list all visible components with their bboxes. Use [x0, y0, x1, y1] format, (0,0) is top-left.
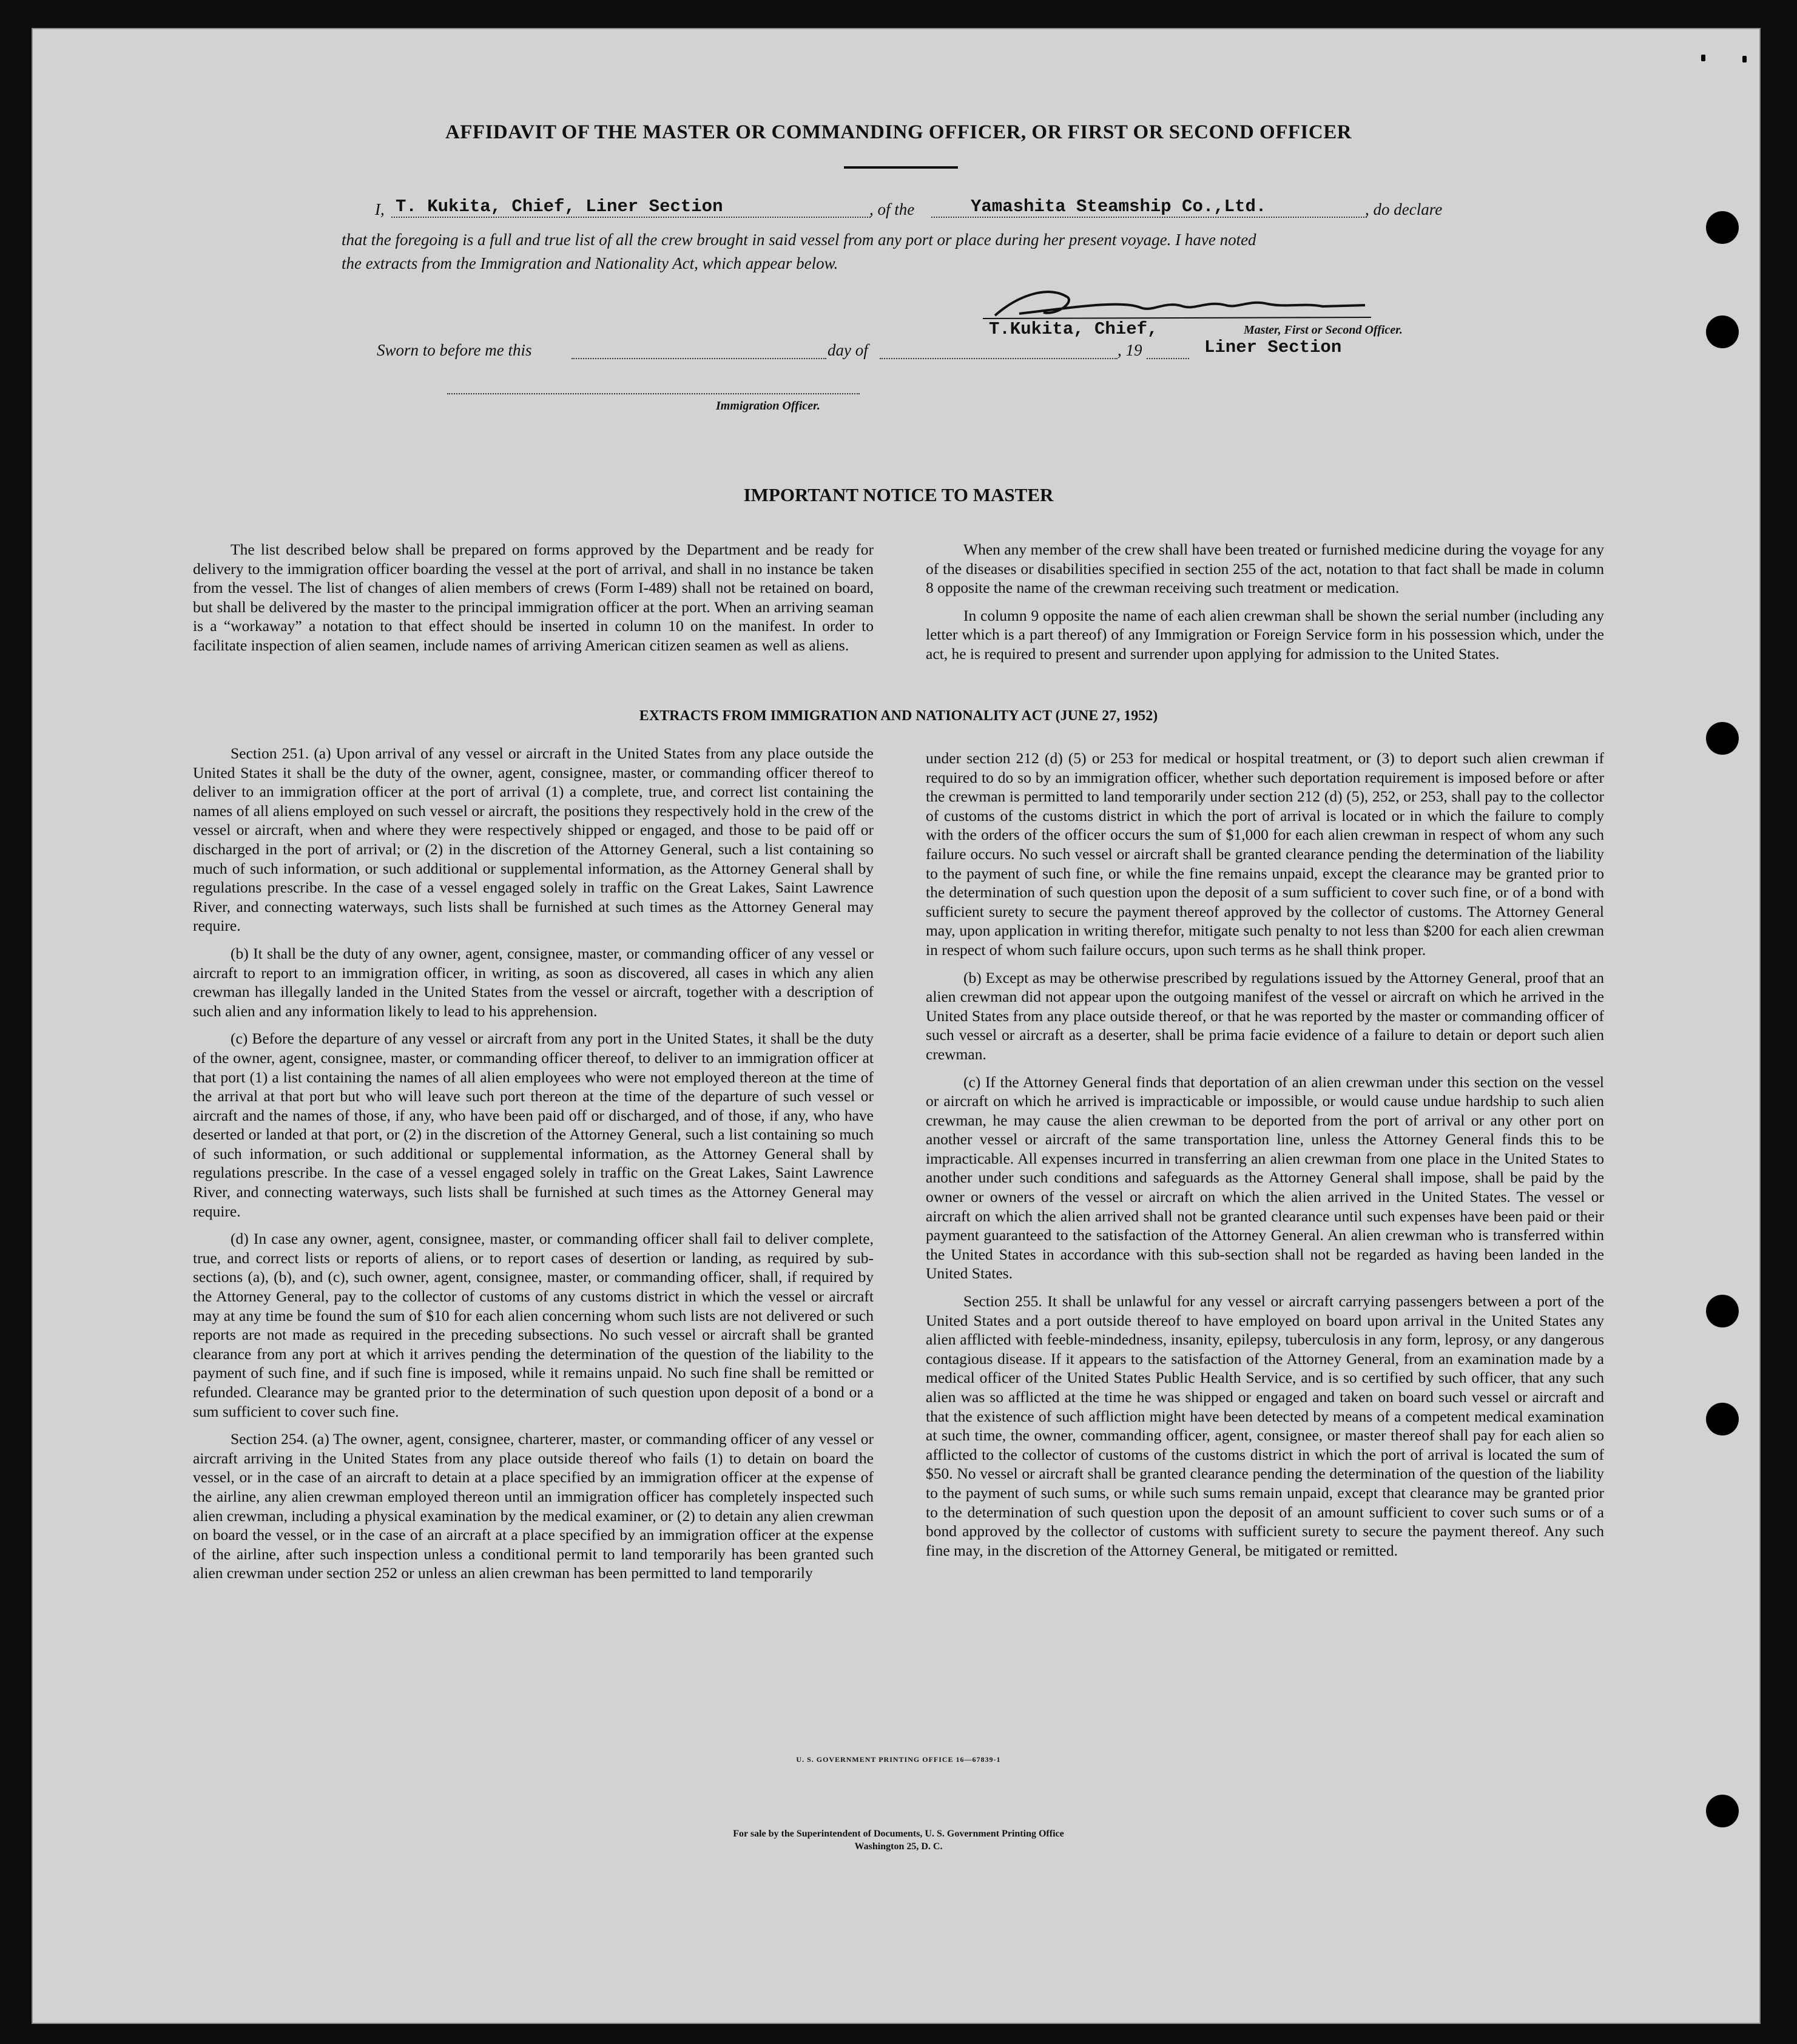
extract-paragraph: (b) It shall be the duty of any owner, agent, consignee, master, or commanding officer of any vessel or aircraft to report to an immigration officer, in writing, as soon as discovered, all cases in which any alien crewman has illegally landed in the United States from the vessel or aircraft, together with a description of such alien and any information likely to lead to his apprehension. — [193, 944, 874, 1020]
binder-hole — [1706, 315, 1739, 348]
company-typed: Yamashita Steamship Co.,Ltd. — [971, 197, 1267, 217]
affidavit-line-2: that the foregoing is a full and true list of all the crew brought in said vessel from any port or place during her present voyage. I have noted — [342, 231, 1256, 249]
extract-paragraph: (d) In case any owner, agent, consignee, master, or commanding officer shall fail to deliver complete, true, and correct lists or reports of aliens, or to report cases of desertion or landing, as required by sub-sections (a), (b), and (c), such owner, agent, consignee, master, or commanding officer, shall, if required by the Attorney General, pay to the collector of customs of any customs district in which the vessel or aircraft may at any time be found the sum of $10 for each alien concerning whom such lists are not delivered or such reports are not made as required in the preceding subsections. No such vessel or aircraft shall be granted clearance from any port at which it arrives pending the determination of the question of the liability to the payment of such fine, and if such fine is imposed, while it remains unpaid. No such fine shall be remitted or refunded. Clearance may be granted prior to the determination of such question upon deposit of a bond or a sum sufficient to cover such fine. — [193, 1230, 874, 1420]
declare-label: , do declare — [1365, 200, 1443, 218]
sworn-date-blank — [571, 358, 826, 359]
sale-line-2: Washington 25, D. C. — [854, 1841, 943, 1852]
extract-paragraph: under section 212 (d) (5) or 253 for medical or hospital treatment, or (3) to deport such alien crewman if required to do so by an immigration officer, whether such deportation requirement is imposed before or after the crewman is permitted to land temporarily under section 212 (d) (5), 252, or 253, shall pay to the collector of customs of the customs district in which the port of arrival is located or in which the failure to comply with the orders of the officer occurs the sum of $1,000 for each alien crewman in respect of whom any such failure occurs. No such vessel or aircraft shall be granted clearance pending the determination of the liability to the payment of such fine, or while the fine remains unpaid, except the clearance may be granted prior to the determination of such question upon the deposit of a sum sufficient to cover such fine, or of a bond with sufficient surety to secure the payment thereof approved by the collector of customs. The Attorney General may, upon application in writing therefor, mitigate such penalty to not less than $200 for each alien crewman in respect of whom such failure occurs, upon such terms as he shall think proper. — [926, 749, 1604, 959]
notice-paragraph: The list described below shall be prepared on forms approved by the Department and be ready for delivery to the immigration officer boarding the vessel at the port of arrival, and shall in no instance be taken from the vessel. The list of changes of alien members of crews (Form I-489) shall not be retained on board, but shall be delivered by the master to the principal immigration officer at the port. When an arriving seaman is a “workaway” a notation to that effect should be inserted in column 10 on the manifest. In order to facilitate inspection of alien seamen, include names of arriving American citizen seamen as well as aliens. — [193, 541, 874, 654]
sworn-label: Sworn to before me this — [377, 341, 532, 359]
extracts-title: EXTRACTS FROM IMMIGRATION AND NATIONALITY ACT (JUNE 27, 1952) — [639, 708, 1158, 724]
handwritten-signature — [983, 282, 1371, 325]
binder-hole — [1706, 1403, 1739, 1435]
extracts-left-column — [193, 744, 874, 1591]
master-caption: Master, First or Second Officer. — [1244, 323, 1403, 337]
extract-paragraph: (c) Before the departure of any vessel or aircraft from any port in the United States, it shall be the duty of the owner, agent, consignee, master, or commanding officer thereof, to deliver to an immigration officer at that port (1) a list containing the names of all alien employees who were not employed thereon at the time of the arrival at that port but who will leave such port thereon at the time of the departure of such vessel or aircraft and the names of those, if any, who have been paid off or discharged, and of those, if any, who have deserted or landed at that port, or (2) in the discretion of the Attorney General, such a list containing so much of such information, or such additional or supplemental information, as the Attorney General shall by regulations prescribe. In the case of a vessel engaged solely in traffic on the Great Lakes, Saint Lawrence River, and connecting waterways, such lists shall be furnished at such times as the Attorney General may require. — [193, 1030, 874, 1220]
of-the-label: , of the — [869, 200, 915, 218]
i-label: I, — [375, 200, 385, 218]
extracts-right-column — [926, 749, 1604, 1568]
binder-hole — [1706, 722, 1739, 755]
extract-paragraph: (c) If the Attorney General finds that deportation of an alien crewman under this section on the vessel or aircraft on which he arrived is impracticable or impossible, or would cause undue hardship to such alien crewman, he may cause the alien crewman to be deported from the port of arrival or any other port on another vessel or aircraft of the same transportation line, unless the Attorney General finds this to be impracticable. All expenses incurred in transferring an alien crewman from one place in the United States to another under such conditions and safeguards as the Attorney General shall impose, shall be paid by the owner or owners of the vessel or aircraft on which the alien arrived in the United States. The vessel or aircraft on which the alien arrived shall not be granted clearance until such expenses have been paid or their payment guaranteed to the satisfaction of the Attorney General. An alien crewman who is transferred within the United States in accordance with this sub-section shall not be regarded as having been landed in the United States. — [926, 1073, 1604, 1283]
affidavit-title: AFFIDAVIT OF THE MASTER OR COMMANDING OFFICER, OR FIRST OR SECOND OFFICER — [445, 121, 1352, 143]
year-blank — [1147, 358, 1189, 359]
sale-notice — [0, 1827, 1797, 1853]
signature-name-typed: T.Kukita, Chief, — [989, 319, 1158, 339]
extract-paragraph: Section 254. (a) The owner, agent, consignee, charterer, master, or commanding officer of any vessel or aircraft arriving in the United States from any place outside thereof who fails (1) to detain on board the vessel, or in the case of an aircraft to detain at a place specified by an immigration officer at the expense of the airline, any alien crewman employed thereon until an immigration officer has completely inspected such alien crewman, including a physical examination by the medical examiner, or (2) to detain any alien crewman on board the vessel, or in the case of an aircraft at a place specified by an immigration officer at the expense of the airline, after such inspection unless a conditional permit to land temporarily has been granted such alien crewman under section 252 or unless an alien crewman has been permitted to land temporarily — [193, 1430, 874, 1582]
title-rule — [844, 166, 958, 169]
month-blank — [880, 358, 1118, 359]
extract-paragraph: Section 251. (a) Upon arrival of any vessel or aircraft in the United States from any place outside the United States it shall be the duty of the owner, agent, consignee, master, or commanding officer thereof to deliver to an immigration officer at the port of arrival (1) a complete, true, and correct list containing the names of all aliens employed on such vessel or aircraft, the positions they respectively hold in the crew of the vessel or aircraft, when and where they were respectively shipped or engaged, and those to be paid off or discharged in the port of arrival; or (2) in the discretion of the Attorney General, such a list containing so much of such information, or such additional or supplemental information, as the Attorney General shall by regulations prescribe. In the case of a vessel engaged solely in traffic on the Great Lakes, Saint Lawrence River, and connecting waterways, such lists shall be furnished at such times as the Attorney General may require. — [193, 744, 874, 935]
year-label: , 19 — [1118, 341, 1142, 359]
company-blank — [931, 217, 1367, 218]
immigration-officer-caption: Immigration Officer. — [716, 399, 820, 413]
binder-hole — [1706, 211, 1739, 244]
notice-left-column — [193, 540, 874, 664]
officer-signature-blank — [447, 393, 860, 394]
officer-name-typed: T. Kukita, Chief, Liner Section — [396, 197, 723, 217]
day-of-label: day of — [828, 341, 868, 359]
extract-paragraph: Section 255. It shall be unlawful for any vessel or aircraft carrying passengers between a port of the United States and a port outside thereof to have employed on board upon arrival in the United States any alien afflicted with feeble-mindedness, insanity, epilepsy, tuberculosis in any form, leprosy, or any dangerous contagious disease. If it appears to the satisfaction of the Attorney General, from an examination made by a medical officer of the United States Public Health Service, and is so certified by such officer, that any such alien was so afflicted at the time he was shipped or engaged and taken on board such vessel or aircraft and that the existence of such affliction might have been detected by means of a competent medical examination at such time, the owner, commanding officer, agent, consignee, or master thereof shall pay for each alien so afflicted to the collector of customs of the customs district in which the port of arrival is located the sum of $50. No vessel or aircraft shall be granted clearance pending the determination of the question of the liability to the payment of such sums, or while such sums remain unpaid, except that clearance may be granted prior to the determination of such question upon the deposit of an amount sufficient to cover such sums or of a bond approved by the collector of customs with sufficient surety to secure the payment thereof. Any such fine may, in the discretion of the Attorney General, be mitigated or remitted. — [926, 1292, 1604, 1559]
affidavit-line-3: the extracts from the Immigration and Nationality Act, which appear below. — [342, 254, 838, 272]
binder-hole — [1706, 1795, 1739, 1827]
page-mark — [1742, 56, 1747, 62]
notice-paragraph: In column 9 opposite the name of each alien crewman shall be shown the serial number (including any letter which is a part thereof) of any Immigration or Foreign Service form in his possession which, under the act, he is required to present and surrender upon applying for admission to the United States. — [926, 606, 1604, 663]
extract-paragraph: (b) Except as may be otherwise prescribed by regulations issued by the Attorney General, proof that an alien crewman did not appear upon the outgoing manifest of the vessel or aircraft on which he arrived in the United States from any place outside thereof, or that he was reported by the master or commanding officer of such vessel or aircraft as a deserter, shall be prima facie evidence of a failure to detain or deport such alien crewman. — [926, 968, 1604, 1063]
notice-paragraph: When any member of the crew shall have been treated or furnished medicine during the voyage for any of the diseases or disabilities specified in section 255 of the act, notation to that fact shall be made in column 8 opposite the name of the crewman receiving such treatment or medication. — [926, 541, 1604, 597]
name-blank — [391, 217, 871, 218]
notice-title: IMPORTANT NOTICE TO MASTER — [743, 484, 1054, 505]
liner-section-typed: Liner Section — [1204, 337, 1342, 357]
printing-office-imprint: U. S. GOVERNMENT PRINTING OFFICE 16—67839-1 — [796, 1755, 1001, 1764]
page-mark — [1701, 55, 1705, 61]
binder-hole — [1706, 1295, 1739, 1327]
notice-right-column — [926, 540, 1604, 672]
sale-line-1: For sale by the Superintendent of Documents, U. S. Government Printing Office — [733, 1829, 1064, 1839]
